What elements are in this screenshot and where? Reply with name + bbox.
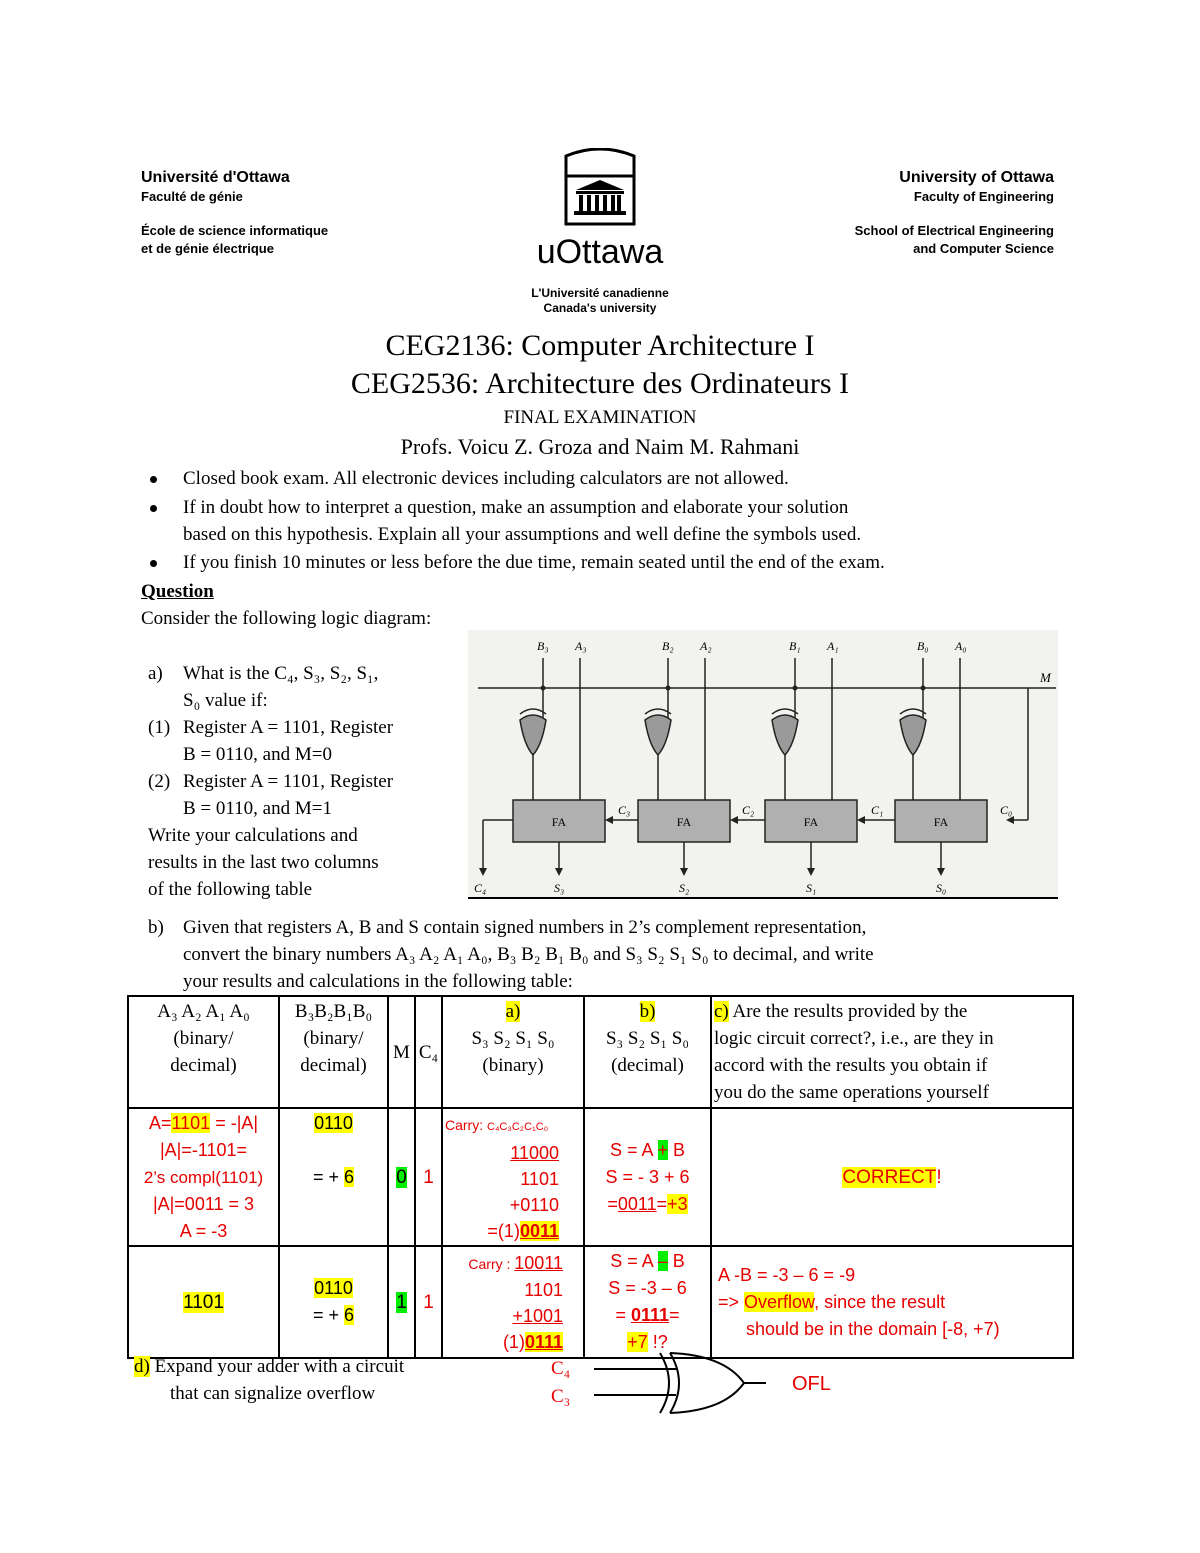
row2-b: 0110 = + 6	[279, 1246, 388, 1358]
header-fr-school-2: et de génie électrique	[141, 241, 274, 256]
xor-input-c4: C₄	[551, 1358, 571, 1379]
instruction-3: If you finish 10 minutes or less before the due time, remain seated until the end of the exam.	[183, 549, 885, 576]
logo-wordmark: uOttawa	[536, 233, 664, 271]
header-fr-school-1: École de science informatique	[141, 223, 329, 238]
fa-label-1: FA	[803, 815, 819, 829]
part-a-line2: S₀ value if:	[183, 690, 268, 711]
header-check: c) Are the results provided by the logic circuit correct?, i.e., are they in accord with the results you obtain if you do the same operations yourself	[711, 996, 1073, 1108]
header-en-university: University of Ottawa	[899, 169, 1054, 186]
table-row-2	[128, 1246, 1073, 1358]
header-fr-faculty: Faculté de génie	[141, 189, 243, 204]
instruction-2-cont: based on this hypothesis. Explain all your assumptions and well define the symbols used.	[183, 524, 862, 545]
output-c4: C₄	[474, 881, 487, 895]
case-2-line2: B = 0110, and M=1	[183, 798, 332, 819]
row2-s-binary: Carry : 10011 1101 +1001 (1)0111	[442, 1246, 584, 1358]
xor-input-c3: C₃	[551, 1386, 571, 1407]
bullet-icon	[150, 476, 157, 483]
fa-label-2: FA	[676, 815, 692, 829]
write-line2: results in the last two columns	[148, 852, 379, 873]
output-s2: S₂	[679, 881, 690, 895]
input-a0: A₀	[955, 639, 967, 653]
fa-label-3: FA	[551, 815, 567, 829]
header-s-binary: a) S₃ S₂ S₁ S₀ (binary)	[442, 996, 584, 1108]
input-a2: A₂	[700, 639, 712, 653]
course-title-fr: CEG2536: Architecture des Ordinateurs I	[350, 367, 850, 400]
write-line3: of the following table	[148, 879, 313, 900]
instruction-1: Closed book exam. All electronic devices including calculators are not allowed.	[183, 465, 789, 492]
bullet-icon	[150, 505, 157, 512]
xor-output-ofl: OFL	[792, 1373, 831, 1395]
part-b-line3: your results and calculations in the following table:	[183, 971, 573, 992]
row1-m: 0	[388, 1108, 415, 1246]
carry-c1: C₁	[871, 803, 884, 817]
xor-gate-icon	[594, 1350, 774, 1416]
professors: Profs. Voicu Z. Groza and Naim M. Rahmani	[400, 434, 800, 459]
input-b1: B₁	[789, 639, 801, 653]
output-s0: S₀	[936, 881, 947, 895]
table-row-1	[128, 1108, 1073, 1246]
header-m: M	[388, 996, 415, 1108]
case-1-line2: B = 0110, and M=0	[183, 744, 332, 765]
course-title-en: CEG2136: Computer Architecture I	[385, 329, 815, 362]
row1-a: A=1101 = -|A| |A|=-1101= 2’s compl(1101) |A|=0011 = 3 A = -3	[128, 1108, 279, 1246]
question-heading: Question	[141, 581, 214, 602]
header-right	[855, 168, 1054, 258]
adder-subtractor-diagram	[468, 630, 1058, 902]
row1-check: CORRECT!	[711, 1108, 1073, 1246]
header-en-faculty: Faculty of Engineering	[913, 189, 1054, 204]
row1-b: 0110 = + 6	[279, 1108, 388, 1246]
part-a-line1: What is the C₄, S₃, S₂, S₁,	[183, 663, 379, 684]
part-d-line1: d) Expand your adder with a circuit	[134, 1356, 405, 1377]
exam-type: FINAL EXAMINATION	[503, 407, 697, 428]
row2-s-decimal: S = A – B S = -3 – 6 = 0111= +7 !?	[584, 1246, 711, 1358]
header-en-school-1: School of Electrical Engineering	[854, 223, 1054, 238]
case-2-line1: Register A = 1101, Register	[183, 771, 394, 792]
instruction-2: If in doubt how to interpret a question, make an assumption and elaborate your solution	[183, 494, 848, 521]
part-a-label: a)	[148, 663, 163, 684]
carry-c3: C₃	[618, 803, 631, 817]
table-header-row	[128, 996, 1073, 1108]
row2-m: 1	[388, 1246, 415, 1358]
case-1-num: (1)	[148, 717, 171, 738]
header-s-decimal: b) S₃ S₂ S₁ S₀ (decimal)	[584, 996, 711, 1108]
logo-tagline-fr: L'Université canadienne	[531, 286, 669, 300]
write-line1: Write your calculations and	[148, 825, 358, 846]
header-left	[141, 168, 328, 258]
row2-a: 1101	[128, 1246, 279, 1358]
input-b3: B₃	[537, 639, 549, 653]
part-d-line2: that can signalize overflow	[170, 1383, 376, 1404]
case-2-num: (2)	[148, 771, 171, 792]
output-s3: S₃	[554, 881, 565, 895]
row1-s-binary: Carry: C₄C₃C₂C₁C₀ 11000 1101 +0110 =(1)0011	[442, 1108, 584, 1246]
part-b-label: b)	[148, 917, 164, 938]
bullet-icon	[150, 560, 157, 567]
logo-tagline-en: Canada's university	[543, 301, 657, 315]
row1-c4: 1	[415, 1108, 442, 1246]
university-logo-icon	[560, 148, 640, 228]
header-a: A₃ A₂ A₁ A₀ (binary/ decimal)	[128, 996, 279, 1108]
question-intro: Consider the following logic diagram:	[141, 608, 432, 629]
header-fr-university: Université d'Ottawa	[141, 169, 290, 186]
part-b-line1: Given that registers A, B and S contain signed numbers in 2’s complement representation,	[183, 917, 867, 938]
input-a1: A₁	[827, 639, 839, 653]
input-a3: A₃	[575, 639, 587, 653]
row1-s-decimal: S = A + B S = - 3 + 6 =0011=+3	[584, 1108, 711, 1246]
case-1-line1: Register A = 1101, Register	[183, 717, 394, 738]
mode-label: M	[1040, 670, 1051, 685]
header-b: B₃B₂B₁B₀ (binary/ decimal)	[279, 996, 388, 1108]
row2-c4: 1	[415, 1246, 442, 1358]
results-table	[127, 995, 1074, 1359]
part-b-line2: convert the binary numbers A₃ A₂ A₁ A₀, B₃ B₂ B₁ B₀ and S₃ S₂ S₁ S₀ to decimal, and write	[183, 944, 874, 965]
fa-label-0: FA	[933, 815, 949, 829]
output-s1: S₁	[806, 881, 817, 895]
row2-check: A -B = -3 – 6 = -9 => Overflow, since the result should be in the domain [-8, +7)	[711, 1246, 1073, 1358]
input-b2: B₂	[662, 639, 674, 653]
input-b0: B₀	[917, 639, 929, 653]
header-en-school-2: and Computer Science	[913, 241, 1054, 256]
header-c4: C₄	[415, 996, 442, 1108]
carry-c0: C₀	[1000, 803, 1013, 817]
carry-c2: C₂	[742, 803, 755, 817]
